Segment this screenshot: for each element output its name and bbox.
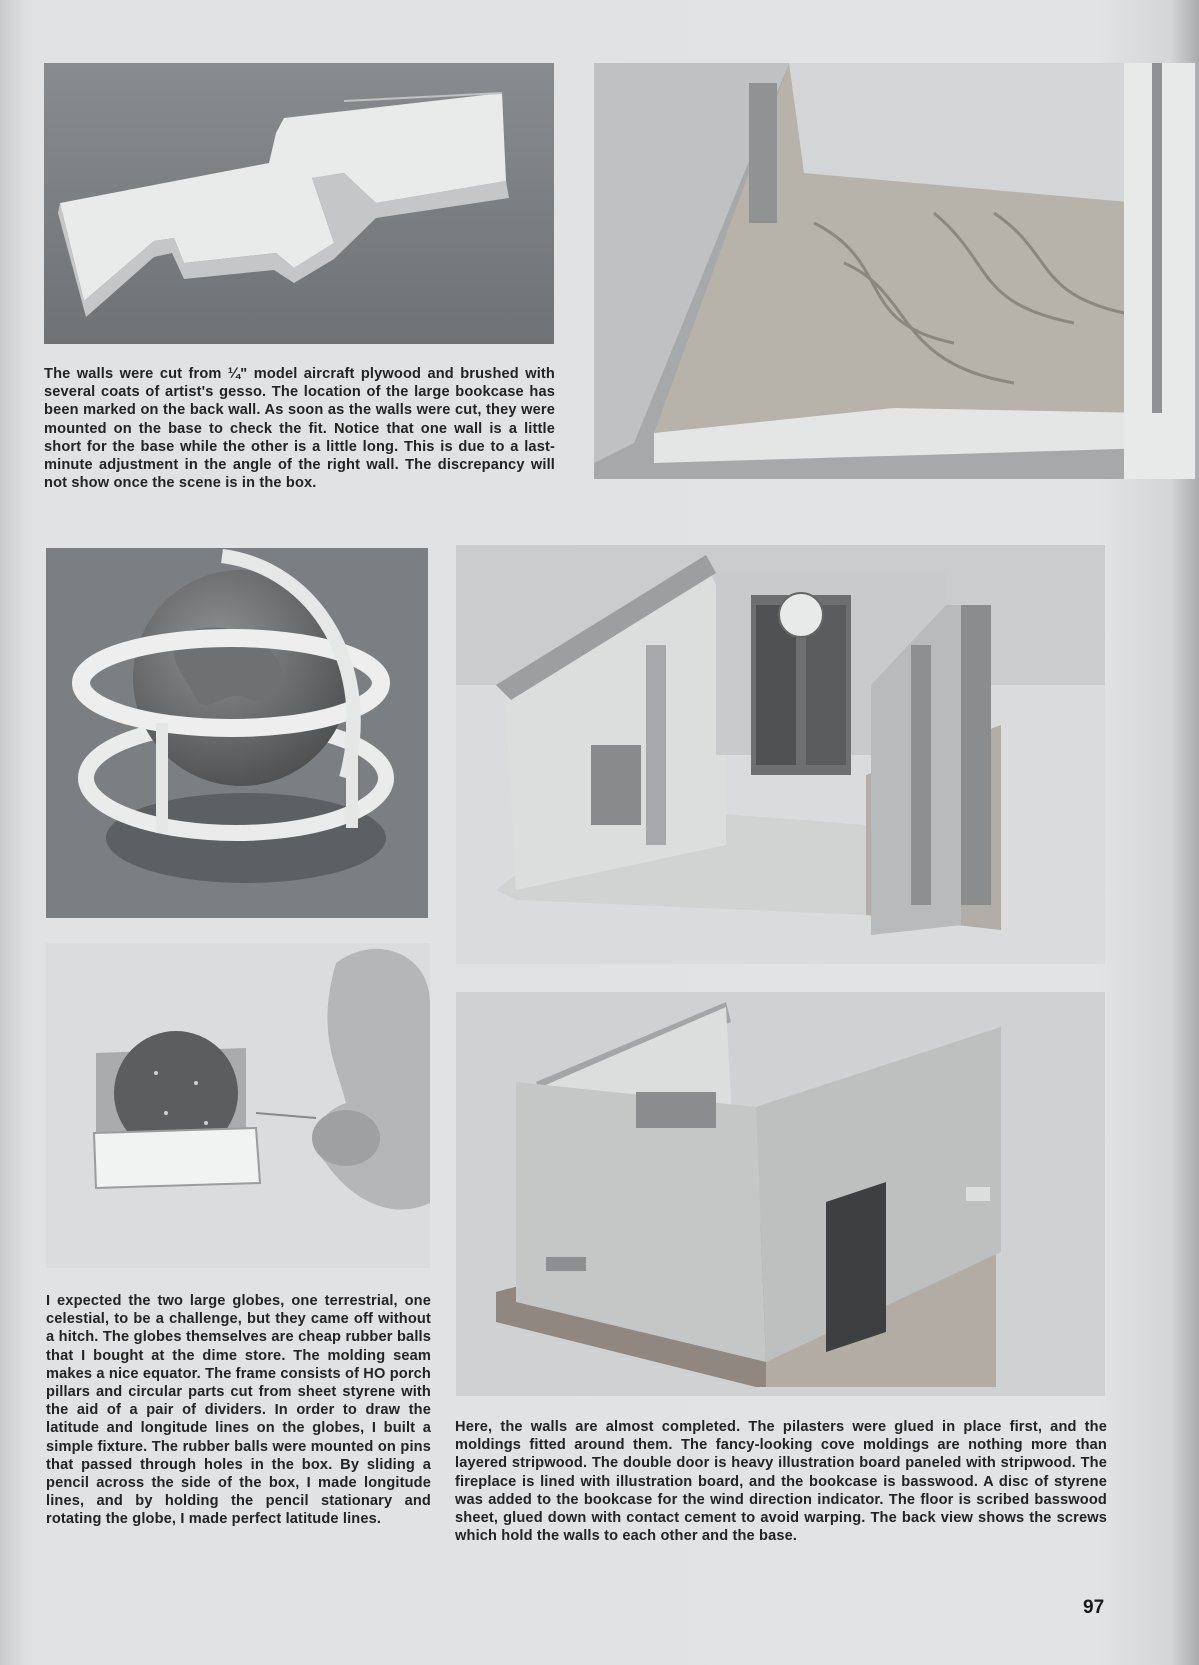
photo-cut-walls xyxy=(44,63,554,344)
caption-walls: The walls were cut from ¼" model aircraft plywood and brushed with several coats of artist's gesso. The location of the large bookcase has been marked on the back wall. As soon as the walls were cut, they were mounted on the base to check the fit. Notice that one wall is a little short for the base while the other is a little long. This is due to a last-minute adjustment in the angle of the right wall. The discrepancy will not show once the scene is in the box. xyxy=(44,366,555,492)
caption-room: Here, the walls are almost completed. The pilasters were glued in place first, and the moldings fitted around them. The fancy-looking cove moldings are nothing more than layered stripwood. The double door is heavy illustration board paneled with stripwood. The fireplace is lined with illustration board, and the bookcase is basswood. A disc of styrene was added to the bookcase for the wind direction indicator. The floor is scribed basswood sheet, glued down with contact cement to avoid warping. The back view shows the screws which hold the walls to each other and the base. xyxy=(455,1419,1107,1545)
caption-globes: I expected the two large globes, one terrestrial, one celestial, to be a challenge, but they came off without a hitch. The globes themselves are cheap rubber balls that I bought at the dime store. The molding seam makes a nice equator. The frame consists of HO porch pillars and circular parts cut from sheet styrene with the aid of a pair of dividers. In order to draw the latitude and longitude lines on the globes, I built a simple fixture. The rubber balls were mounted on pins that passed through holes in the box. By sliding a pencil across the side of the box, I made longitude lines, and by holding the pencil stationary and rotating the globe, I made perfect latitude lines. xyxy=(46,1293,431,1528)
photo-terrestrial-globe xyxy=(46,548,428,918)
photo-room-floor xyxy=(594,63,1195,479)
photo-globe-fixture xyxy=(46,943,430,1268)
photo-room-bookcase xyxy=(456,545,1105,964)
page-number: 97 xyxy=(1083,1597,1105,1618)
photo-room-back xyxy=(456,992,1105,1396)
